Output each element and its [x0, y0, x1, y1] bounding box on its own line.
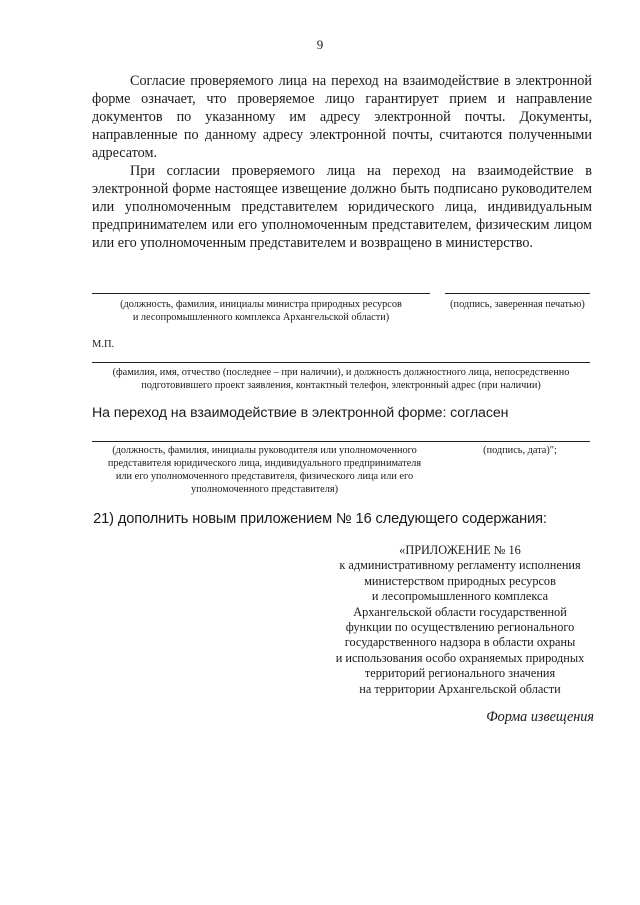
caption-preparer — [92, 366, 590, 392]
caption-representative-line-4: уполномоченного представителя) — [190, 484, 339, 495]
stamp-place-label: М.П. — [92, 339, 115, 350]
caption-representative — [92, 444, 437, 496]
appendix-line: на территории Архангельской области — [359, 681, 561, 696]
appendix-header — [305, 543, 615, 697]
appendix-line: государственного надзора в области охраны — [344, 635, 576, 650]
caption-minister-line-2: и лесопромышленного комплекса Архангельской области) — [132, 312, 390, 323]
caption-minister — [92, 298, 430, 324]
signature-line-minister — [92, 293, 430, 294]
caption-representative-line-2: представителя юридического лица, индивидуального предпринимателя — [107, 458, 422, 469]
form-title: Форма извещения — [486, 709, 594, 725]
appendix-line: министерством природных ресурсов — [364, 573, 556, 588]
caption-minister-signature: (подпись, заверенная печатью) — [450, 299, 585, 310]
appendix-line: и лесопромышленного комплекса — [371, 589, 549, 604]
appendix-line: функции по осуществлению регионального — [345, 620, 575, 635]
caption-representative-line-1: (должность, фамилия, инициалы руководителя или уполномоченного — [112, 445, 417, 456]
appendix-line: и использования особо охраняемых природных — [335, 650, 585, 665]
page-number: 9 — [316, 37, 324, 52]
paragraph-signing-requirement: При согласии проверяемого лица на переход на взаимодействие в электронной форме настоящее извещение должно быть подписано руководителем или уполномоченным представителем юридического лица, индивидуальным предпринимателем или его уполномоченным представителем, физическим лицом или его уполномоченным представителем и возвращено в министерство. — [92, 163, 592, 251]
signature-line-representative — [92, 441, 590, 442]
paragraph-consent-meaning: Согласие проверяемого лица на переход на взаимодействие в электронной форме означает, что проверяемое лицо гарантирует прием и направление документов по указанному им адресу электронной почты. Документы, направленные по данному адресу электронной почты, считаются полученными адресатом. — [92, 73, 592, 161]
caption-preparer-line-2: подготовившего проект заявления, контактный телефон, электронный адрес (при наличии) — [141, 380, 541, 391]
consent-statement: На переход на взаимодействие в электронной форме: согласен — [92, 405, 509, 421]
caption-preparer-line-1: (фамилия, имя, отчество (последнее – при наличии), и должность должностного лица, непосредственно — [112, 367, 570, 378]
appendix-line: к административному регламенту исполнения — [339, 558, 581, 573]
signature-line-minister-sign — [445, 293, 590, 294]
caption-representative-line-3: или его уполномоченного представителя, физического лица или его — [115, 471, 414, 482]
caption-minister-line-1: (должность, фамилия, инициалы министра природных ресурсов — [120, 299, 402, 310]
appendix-line: территорий регионального значения — [364, 666, 556, 681]
appendix-line: Архангельской области государственной — [353, 604, 567, 619]
amendment-item-21: 21) дополнить новым приложением № 16 следующего содержания: — [93, 511, 547, 527]
preparer-line — [92, 362, 590, 363]
appendix-line: «ПРИЛОЖЕНИЕ № 16 — [399, 543, 521, 557]
caption-representative-signature: (подпись, дата)"; — [483, 445, 557, 456]
